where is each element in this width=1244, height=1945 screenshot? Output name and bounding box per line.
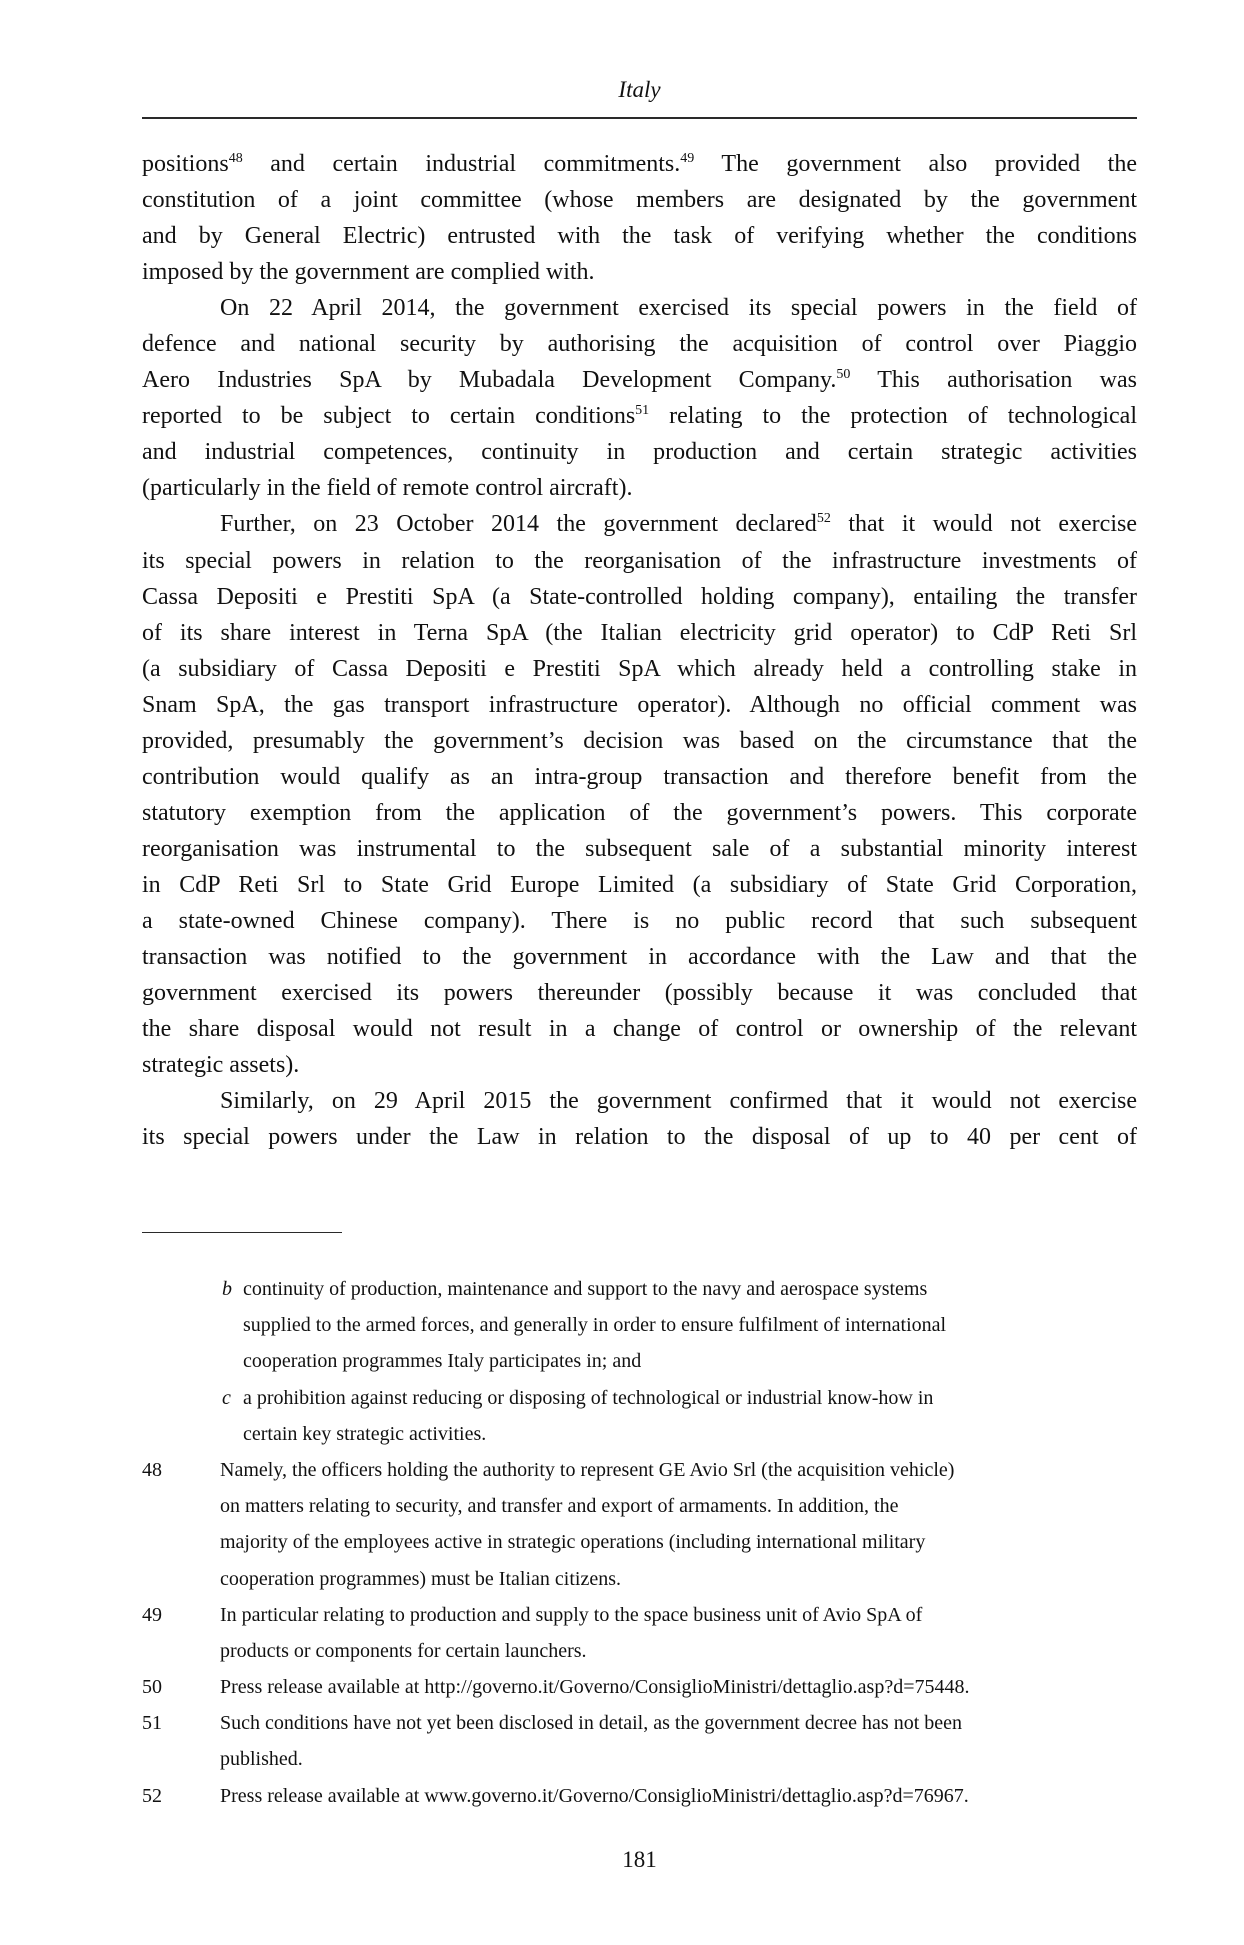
footnote-subitem-b-cont <box>142 1307 1137 1343</box>
footnote-subitem-c <box>142 1380 1137 1416</box>
footnote-line: on matters relating to security, and transfer and export of armaments. In addition, the <box>220 1495 899 1518</box>
body-line <box>142 146 1137 182</box>
footnote-line: Namely, the officers holding the authority to represent GE Avio Srl (the acquisition vehicle) <box>220 1458 955 1481</box>
body-line: reorganisation was instrumental to the subsequent sale of a substantial minority interest <box>142 835 1137 862</box>
body-line-text: that it would not exercise <box>830 511 1137 538</box>
body-line: statutory exemption from the application of the government’s powers. This corporate <box>142 799 1137 826</box>
footnote-52 <box>142 1778 1137 1814</box>
footnote-line: In particular relating to production and supply to the space business unit of Avio SpA of <box>220 1603 923 1626</box>
footnote-48-cont <box>142 1561 1137 1597</box>
body-text <box>142 146 1137 1155</box>
body-line <box>142 362 1137 398</box>
body-line: a state-owned Chinese company). There is no public record that such subsequent <box>142 907 1137 934</box>
body-line <box>142 506 1137 542</box>
body-line-text: Aero Industries SpA by Mubadala Development Company. <box>142 367 837 394</box>
body-line: On 22 April 2014, the government exercised its special powers in the field of <box>220 295 1137 322</box>
body-line: of its share interest in Terna SpA (the Italian electricity grid operator) to CdP Reti Srl <box>142 619 1137 646</box>
footnote-line: Such conditions have not yet been disclosed in detail, as the government decree has not been <box>220 1712 963 1735</box>
body-line: (a subsidiary of Cassa Depositi e Prestiti SpA which already held a controlling stake in <box>142 655 1137 682</box>
running-header-title: Italy <box>618 77 661 102</box>
footnote-48-cont <box>142 1524 1137 1560</box>
body-line: contribution would qualify as an intra-group transaction and therefore benefit from the <box>142 763 1137 790</box>
footnote-number: 51 <box>142 1712 162 1735</box>
footnote-line: supplied to the armed forces, and generally in order to ensure fulfilment of international <box>243 1314 947 1337</box>
body-line: imposed by the government are complied with. <box>142 259 595 286</box>
subitem-letter: c <box>222 1386 231 1409</box>
footnote-line: products or components for certain launchers. <box>220 1639 587 1662</box>
footnote-50 <box>142 1669 1137 1705</box>
body-line: Similarly, on 29 April 2015 the government confirmed that it would not exercise <box>220 1088 1137 1115</box>
body-line-text: The government also provided the <box>694 151 1138 177</box>
body-line: and by General Electric) entrusted with the task of verifying whether the conditions <box>142 223 1137 250</box>
footnote-line: a prohibition against reducing or disposing of technological or industrial know-how in <box>243 1386 934 1409</box>
footnote-link-text[interactable]: Press release available at http://governo.it/Governo/ConsiglioMinistri/dettaglio.asp?d=75448. <box>220 1676 970 1699</box>
body-line: Snam SpA, the gas transport infrastructure operator). Although no official comment was <box>142 691 1137 718</box>
footnote-49-cont <box>142 1633 1137 1669</box>
body-line: provided, presumably the government’s decision was based on the circumstance that the <box>142 727 1137 754</box>
footnote-number: 48 <box>142 1458 162 1481</box>
footnote-51 <box>142 1705 1137 1741</box>
footnote-ref-48[interactable]: 48 <box>228 151 243 166</box>
body-line-text: Further, on 23 October 2014 the government declared <box>220 511 817 538</box>
body-line: constitution of a joint committee (whose members are designated by the government <box>142 187 1137 214</box>
footnote-link-text[interactable]: Press release available at www.governo.it/Governo/ConsiglioMinistri/dettaglio.asp?d=76967. <box>220 1784 969 1807</box>
footnote-number: 49 <box>142 1603 162 1626</box>
body-line: its special powers in relation to the reorganisation of the infrastructure investments of <box>142 547 1137 574</box>
body-line: (particularly in the field of remote control aircraft). <box>142 475 633 502</box>
footnote-ref-52[interactable]: 52 <box>816 511 831 527</box>
body-line: defence and national security by authorising the acquisition of control over Piaggio <box>142 331 1137 358</box>
footnote-line: certain key strategic activities. <box>243 1422 487 1445</box>
body-line-text: relating to the protection of technological <box>649 403 1137 430</box>
footnote-line: majority of the employees active in strategic operations (including international military <box>220 1531 926 1554</box>
page-number: 181 <box>622 1847 657 1872</box>
footnote-48-cont <box>142 1488 1137 1524</box>
footnote-separator-rule <box>142 1232 342 1233</box>
body-line: and industrial competences, continuity in production and certain strategic activities <box>142 439 1137 466</box>
footnote-line: cooperation programmes) must be Italian citizens. <box>220 1567 621 1590</box>
body-line: in CdP Reti Srl to State Grid Europe Limited (a subsidiary of State Grid Corporation, <box>142 871 1137 898</box>
footnote-subitem-b-cont <box>142 1343 1137 1379</box>
footnote-ref-51[interactable]: 51 <box>635 403 650 419</box>
body-line: its special powers under the Law in relation to the disposal of up to 40 per cent of <box>142 1124 1137 1151</box>
footnote-subitem-c-cont <box>142 1416 1137 1452</box>
footnote-number: 50 <box>142 1676 162 1699</box>
body-line: government exercised its powers thereunder (possibly because it was concluded that <box>142 980 1137 1007</box>
footnote-51-cont <box>142 1741 1137 1777</box>
body-line: strategic assets). <box>142 1052 300 1079</box>
header-rule <box>142 117 1137 119</box>
footnotes <box>142 1271 1137 1814</box>
footnote-49 <box>142 1597 1137 1633</box>
footnote-number: 52 <box>142 1784 162 1807</box>
footnote-line: cooperation programmes Italy participates in; and <box>243 1350 642 1373</box>
footnote-line: published. <box>220 1748 303 1771</box>
body-line-text: reported to be subject to certain conditions <box>142 403 636 430</box>
subitem-letter: b <box>222 1278 232 1300</box>
footnote-ref-49[interactable]: 49 <box>680 151 695 166</box>
footnote-ref-50[interactable]: 50 <box>836 367 851 383</box>
footnote-48 <box>142 1452 1137 1488</box>
body-line-text: positions <box>142 151 229 177</box>
footnote-subitem-b <box>142 1271 1137 1307</box>
body-line-text: and certain industrial commitments. <box>242 151 681 177</box>
body-line: transaction was notified to the government in accordance with the Law and that the <box>142 944 1137 971</box>
body-line: the share disposal would not result in a change of control or ownership of the relevant <box>142 1016 1137 1043</box>
body-line <box>142 398 1137 434</box>
body-line: Cassa Depositi e Prestiti SpA (a State-controlled holding company), entailing the transfer <box>142 583 1137 610</box>
body-line-text: This authorisation was <box>850 367 1137 394</box>
footnote-line: continuity of production, maintenance and support to the navy and aerospace systems <box>243 1278 928 1300</box>
